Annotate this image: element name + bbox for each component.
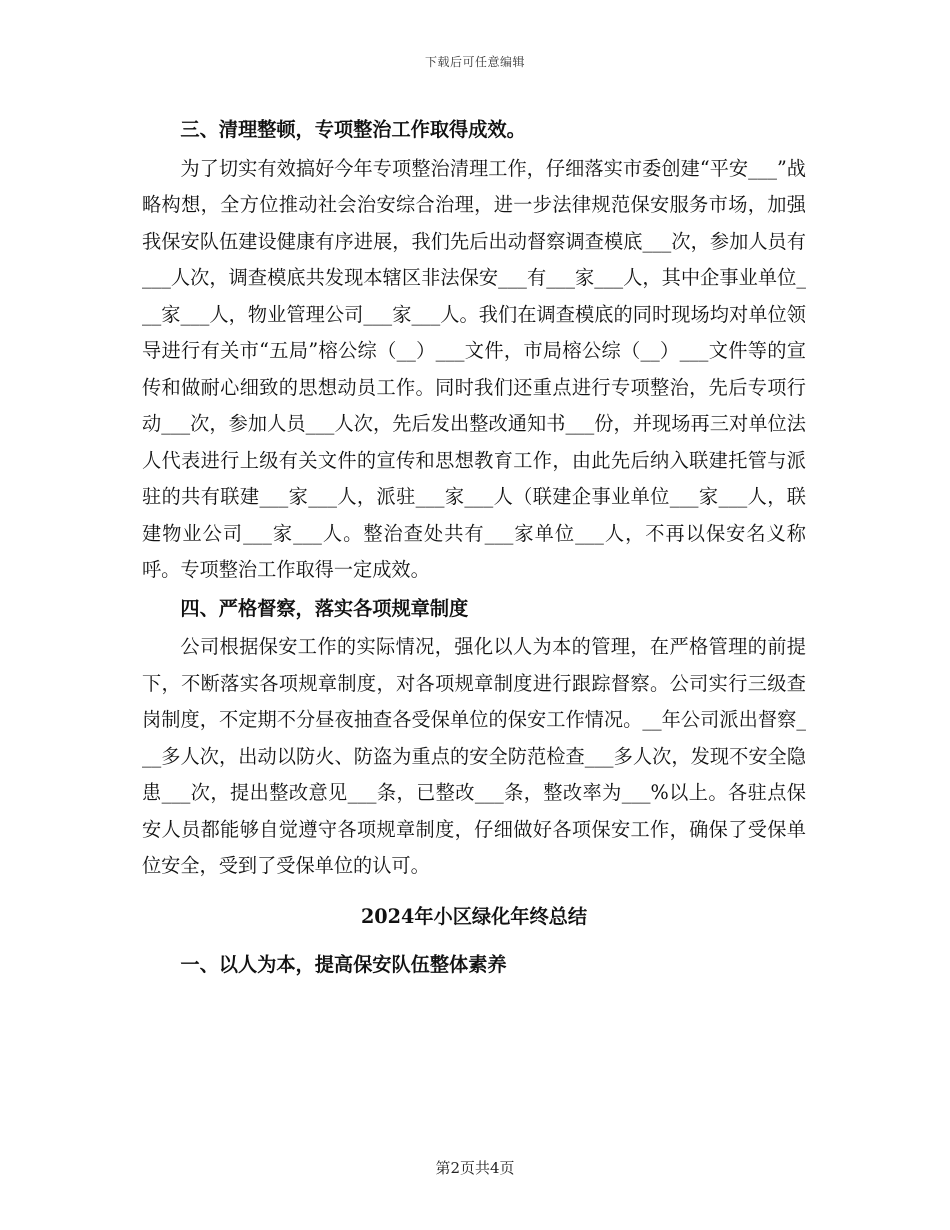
section-heading-1: 一、以人为本，提高保安队伍整体素养 — [180, 953, 507, 976]
section-paragraph-3: 为了切实有效搞好今年专项整治清理工作，仔细落实市委创建“平安___”战略构想，全方位推动社会治安综合治理，进一步法律规范保安服务市场，加强我保安队伍建设健康有序进展，我们先后出动督察调查模底___次，参加人员有___人次，调查模底共发现本辖区非法保安___有___家___人，其中企事业单位___家___人，物业管理公司___家___人。我们在调查模底的同时现场均对单位领导进行有关市“五局”榕公综（__）___文件，市局榕公综（__）___文件等的宣传和做耐心细致的思想动员工作。同时我们还重点进行专项整治，先后专项行动___次，参加人员___人次，先后发出整改通知书___份，并现场再三对单位法人代表进行上级有关文件的宣传和思想教育工作，由此先后纳入联建托管与派驻的共有联建___家___人，派驻___家___人（联建企事业单位___家___人，联建物业公司___家___人。整治查处共有___家单位___人，不再以保安名义称呼。专项整治工作取得一定成效。 — [142, 156, 806, 581]
document-title: 2024年小区绿化年终总结 — [360, 904, 588, 928]
section-heading-3: 三、清理整顿，专项整治工作取得成效。 — [180, 118, 526, 141]
document-body — [142, 110, 806, 986]
page-header-note: 下载后可任意编辑 — [424, 55, 525, 69]
page-footer-number: 第2页共4页 — [435, 1159, 515, 1177]
section-paragraph-4: 公司根据保安工作的实际情况，强化以人为本的管理，在严格管理的前提下，不断落实各项规章制度，对各项规章制度进行跟踪督察。公司实行三级查岗制度，不定期不分昼夜抽查各受保单位的保安工作情况。__年公司派出督察___多人次，出动以防火、防盗为重点的安全防范检查___多人次，发现不安全隐患___次，提出整改意见___条，已整改___条，整改率为___%以上。各驻点保安人员都能够自觉遵守各项规章制度，仔细做好各项保安工作，确保了受保单位安全，受到了受保单位的认可。 — [142, 635, 806, 877]
section-heading-4: 四、严格督察，落实各项规章制度 — [180, 596, 469, 620]
